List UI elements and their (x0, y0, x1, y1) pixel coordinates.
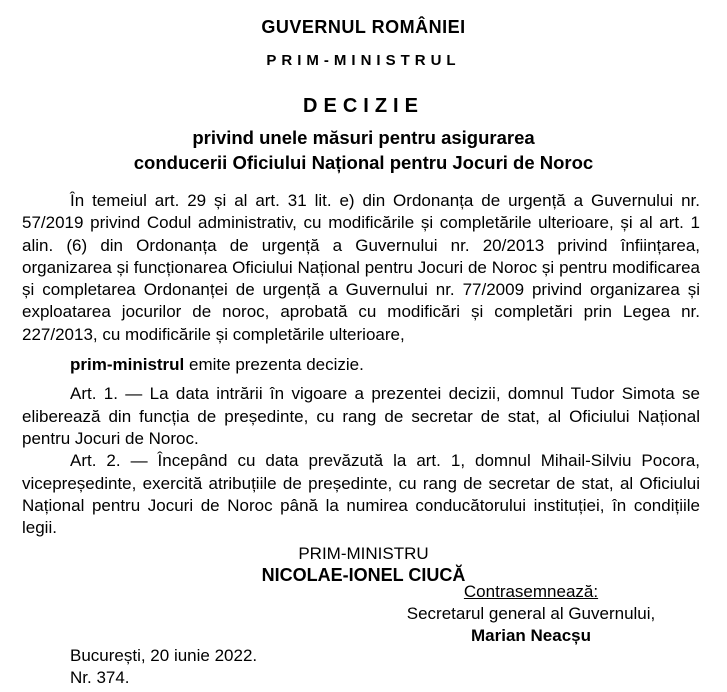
signer-role: PRIM-MINISTRU (298, 544, 429, 564)
enacting-clause-rest: emite prezenta decizie. (184, 355, 364, 375)
enacting-clause-bold: prim-ministrul (70, 355, 185, 375)
countersign-label: Contrasemnează: (463, 582, 599, 601)
signer-name: NICOLAE-IONEL CIUCĂ (261, 565, 466, 586)
document-type-heading: DECIZIE (303, 95, 424, 117)
article-1-paragraph: Art. 1. — La data intrării în vigoare a prezentei decizii, domnul Tudor Simota se eliberează din funcția de președinte, cu rang de secretar de stat, al Oficiului Național pentru Jocuri de Noroc. (22, 384, 700, 448)
countersign-name: Marian Neacșu (471, 626, 591, 645)
enacting-clause (22, 354, 700, 376)
document-body (22, 190, 700, 539)
signature-block (0, 543, 727, 586)
document-authority: PRIM-MINISTRUL (266, 52, 461, 69)
place-date-line: București, 20 iunie 2022. (70, 646, 258, 665)
countersign-block (381, 581, 681, 647)
document-subtitle-line1: privind unele măsuri pentru asigurarea (192, 127, 535, 148)
document-issuer: GUVERNUL ROMÂNIEI (261, 17, 466, 37)
countersign-role: Secretarul general al Guvernului, (406, 604, 656, 623)
document-header (0, 17, 727, 70)
document-number-line: Nr. 374. (70, 668, 130, 687)
document-subtitle-line2: conducerii Oficiului Național pentru Jocuri de Noroc (133, 152, 594, 173)
article-2-paragraph: Art. 2. — Începând cu data prevăzută la art. 1, domnul Mihail-Silviu Pocora, vicepreședinte, exercită atribuțiile de președinte, cu rang de secretar de stat, al Oficiului Național pentru Jocuri de Noroc până la numirea conducătorului instituției, în condițiile legii. (22, 451, 700, 538)
document-title-block (0, 94, 727, 175)
document-footer (70, 645, 257, 689)
document-subtitle (0, 125, 727, 175)
preamble-paragraph: În temeiul art. 29 și al art. 31 lit. e) din Ordonanța de urgență a Guvernului nr. 57/2019 privind Codul administrativ, cu modificările și completările ulterioare, și al art. 1 alin. (6) din Ordonanța de urgență a Guvernului nr. 20/2013 privind înființarea, organizarea și funcționarea Oficiului Național pentru Jocuri de Noroc și pentru modificarea și completarea Ordonanței de urgență a Guvernului nr. 77/2009 privind organizarea și exploatarea jocurilor de noroc, aprobată cu modificări și completări prin Legea nr. 227/2013, cu modificările și completările ulterioare, (22, 191, 700, 344)
